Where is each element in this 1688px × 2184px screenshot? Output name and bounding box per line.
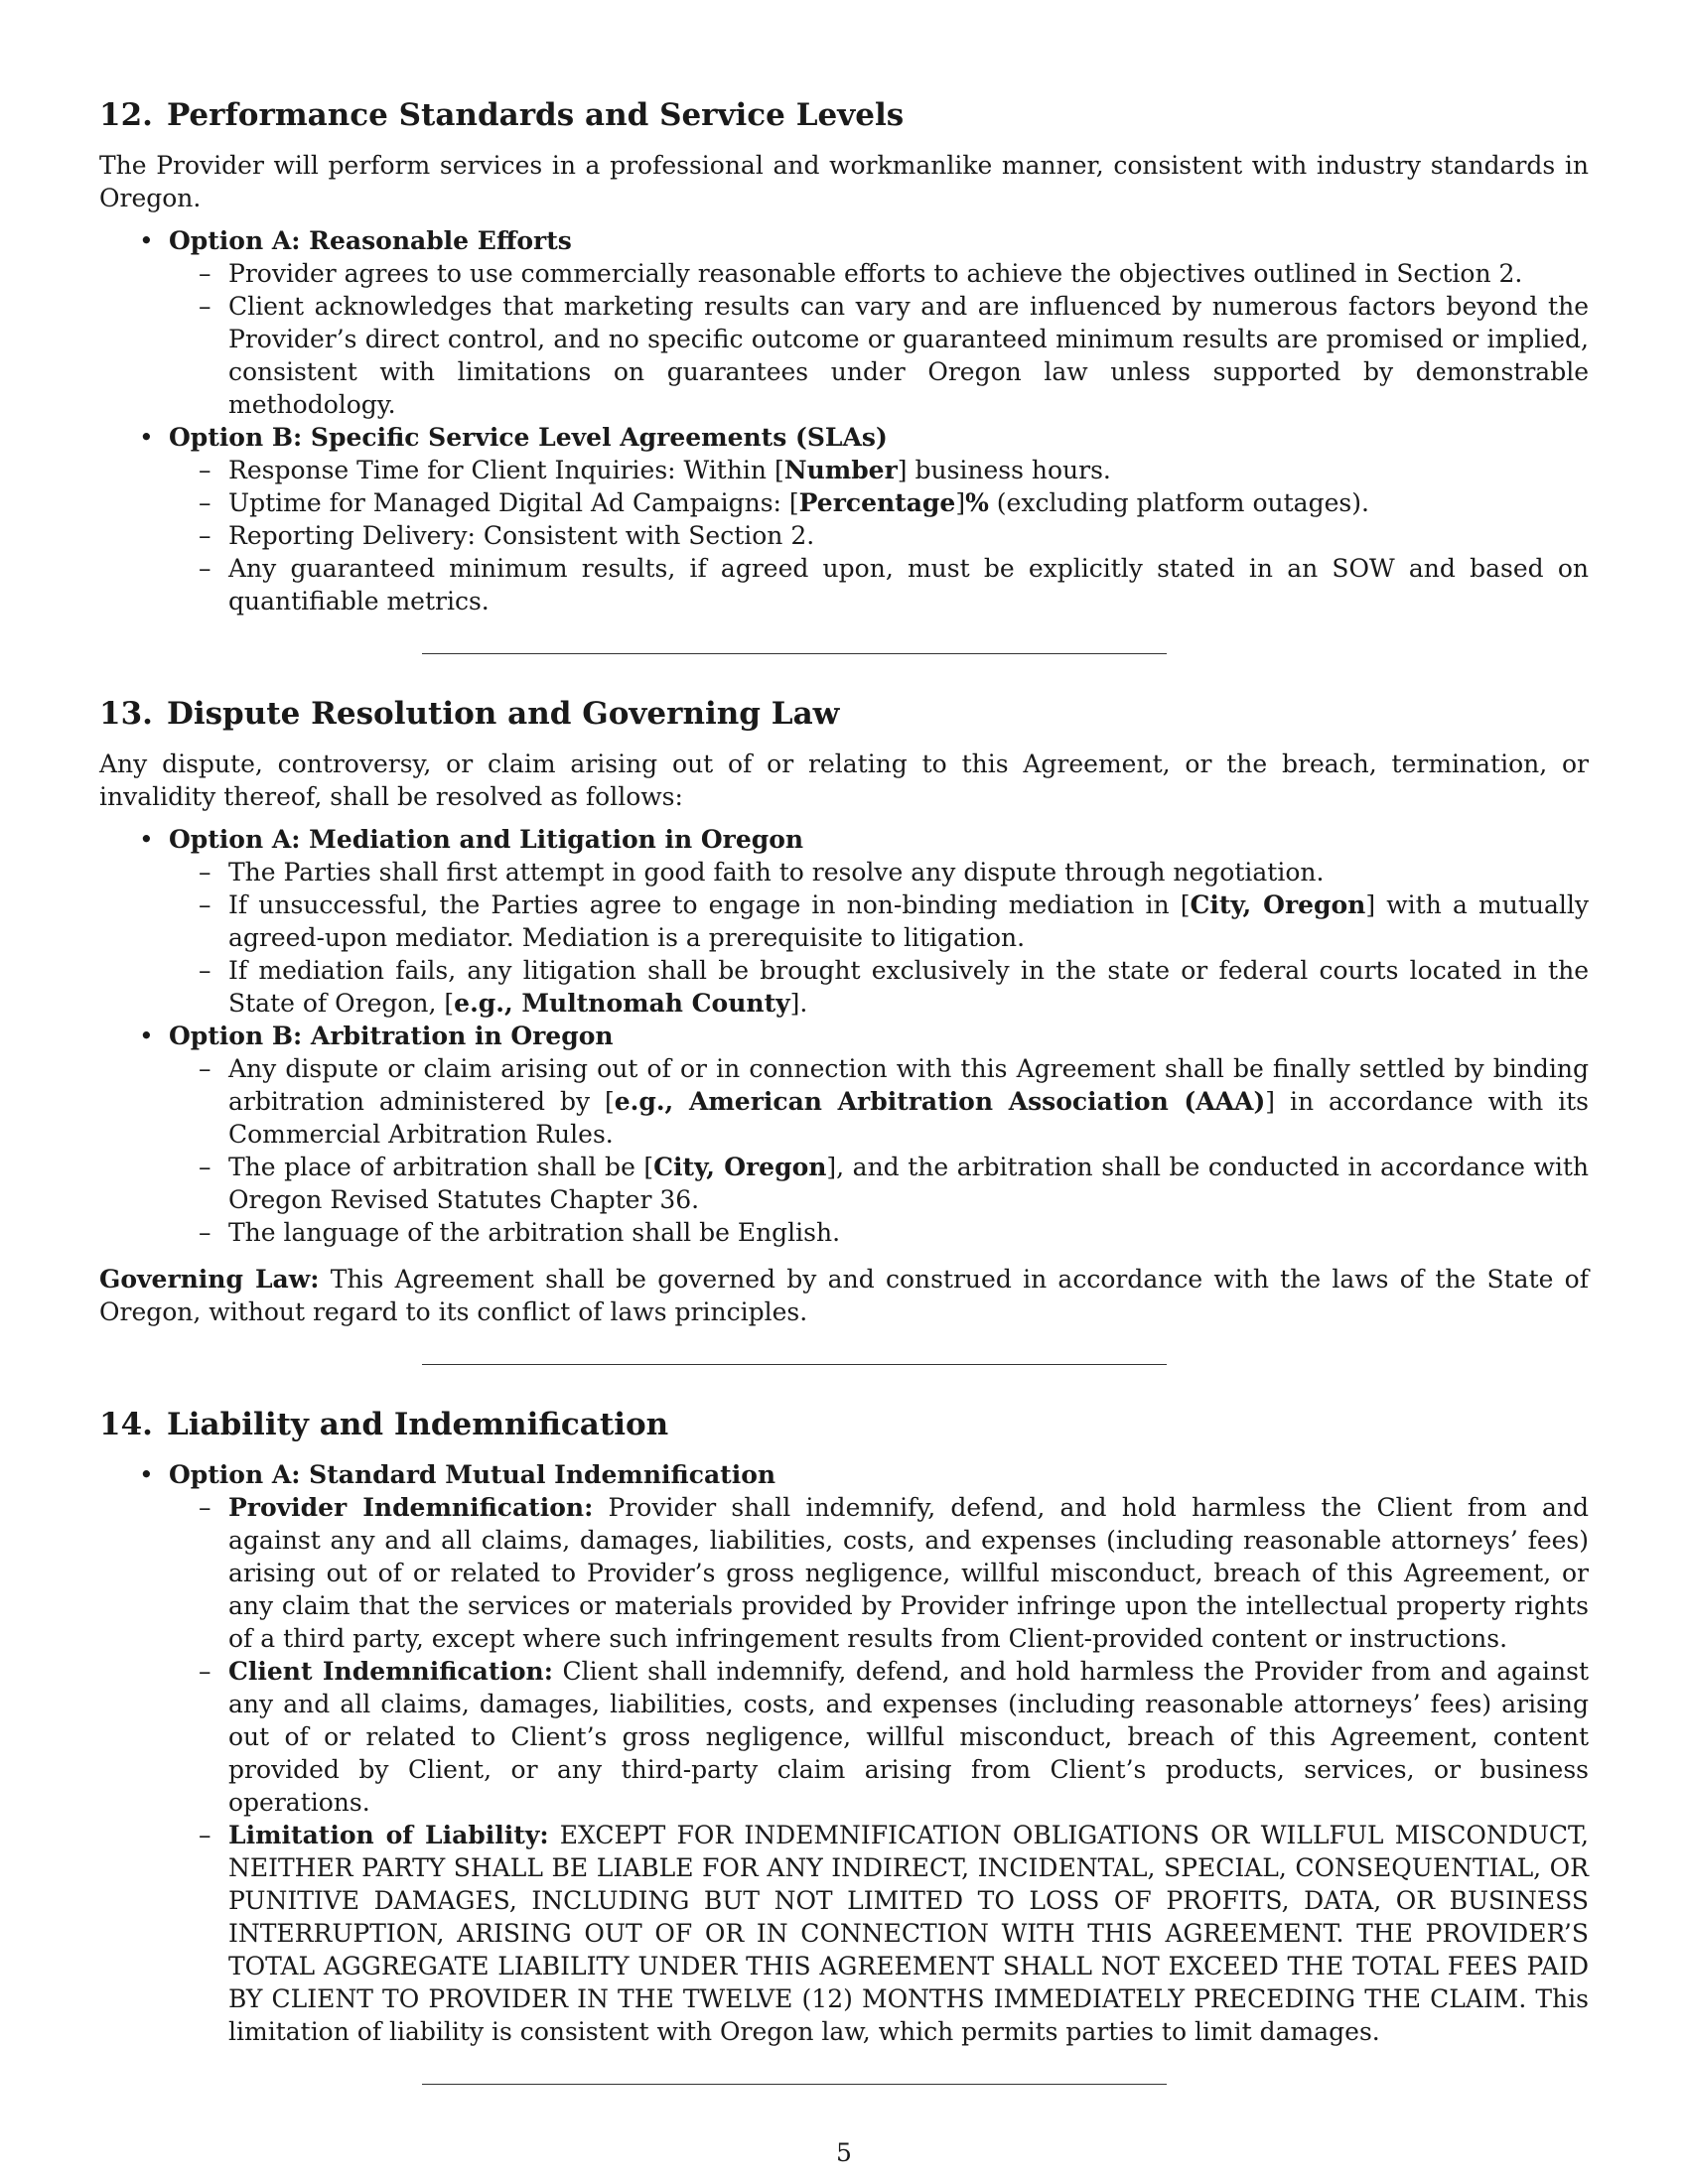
options-list — [99, 823, 1589, 1249]
text: ] with a mutually agreed-upon mediator. Mediation is a prerequisite to litigation. — [228, 890, 1590, 952]
text: Response Time for Client Inquiries: Within [ — [228, 456, 784, 484]
text: If unsuccessful, the Parties agree to engage in non-binding mediation in [ — [228, 890, 1191, 919]
option-title: • Option A: Standard Mutual Indemnification — [169, 1460, 776, 1489]
section-13 — [99, 694, 1589, 1328]
option-a — [99, 224, 1589, 421]
section-intro: The Provider will perform services in a professional and workmanlike manner, consistent with industry standards in Oregon. — [99, 151, 1589, 212]
list-item — [169, 454, 1589, 486]
option-title: • Option B: Specific Service Level Agreements (SLAs) — [169, 423, 888, 452]
text: The place of arbitration shall be [ — [228, 1153, 654, 1181]
text: EXCEPT FOR INDEMNIFICATION OBLIGATIONS OR WILLFUL MISCONDUCT, NEITHER PARTY SHALL BE LIABLE FOR ANY INDIRECT, INCIDENTAL, SPECIAL, CONSEQUENTIAL, OR PUNITIVE DAMAGES, INCLUDING BUT NOT LIMITED TO LOSS OF PROFITS, DATA, OR BUSINESS INTERRUPTION, ARISING OUT OF OR IN CONNECTION WITH THIS AGREEMENT. THE PROVIDER’S TOTAL AGGREGATE LIABILITY UNDER THIS AGREEMENT SHALL NOT EXCEED THE TOTAL FEES PAID BY CLIENT TO PROVIDER IN THE TWELVE (12) MONTHS IMMEDIATELY PRECEDING THE CLAIM. This limitation of liability is consistent with Oregon law, which permits parties to limit damages. — [228, 1821, 1589, 2046]
text: Uptime for Managed Digital Ad Campaigns: [ — [228, 488, 799, 517]
item-label: Provider Indemnification: — [228, 1493, 594, 1522]
section-intro: Any dispute, controversy, or claim arising out of or relating to this Agreement, or the breach, termination, or invalidity thereof, shall be resolved as follows: — [99, 750, 1589, 811]
option-items — [169, 856, 1589, 1020]
text: If mediation fails, any litigation shall be brought exclusively in the state or federal courts located in the State of Oregon, [ — [228, 956, 1589, 1018]
text: Any dispute or claim arising out of or in connection with this Agreement shall be finally settled by binding arbitration administered by [ — [228, 1054, 1589, 1116]
placeholder: Percentage — [798, 488, 956, 517]
item-label: Client Indemnification: — [228, 1657, 553, 1686]
placeholder: e.g., American Arbitration Association (AAA) — [614, 1087, 1266, 1116]
text: ]. — [789, 989, 808, 1018]
list-item: – Provider agrees to use commercially reasonable efforts to achieve the objectives outlined in Section 2. — [169, 257, 1589, 290]
option-items — [169, 257, 1589, 421]
page-number: 5 — [836, 2138, 852, 2167]
section-number: 13. — [99, 696, 153, 732]
option-title: • Option A: Reasonable Efforts — [169, 226, 572, 255]
list-item — [169, 954, 1589, 1020]
text: (excluding platform outages). — [988, 488, 1369, 517]
section-divider — [422, 2084, 1167, 2085]
list-item — [169, 1151, 1589, 1216]
section-divider — [422, 653, 1167, 654]
section-divider — [422, 1364, 1167, 1365]
percent-sign: % — [965, 488, 989, 517]
option-a — [99, 1458, 1589, 2048]
section-title: Performance Standards and Service Levels — [166, 97, 905, 133]
list-item: – Any guaranteed minimum results, if agreed upon, must be explicitly stated in an SOW and based on quantifiable metrics. — [169, 552, 1589, 617]
section-number: 14. — [99, 1407, 153, 1442]
list-item — [169, 1491, 1589, 1655]
governing-law-paragraph — [99, 1263, 1589, 1328]
section-heading — [99, 1405, 1589, 1444]
list-item: – The Parties shall first attempt in good faith to resolve any dispute through negotiation. — [169, 856, 1589, 888]
text: Client shall indemnify, defend, and hold harmless the Provider from and against any and all claims, damages, liabilities, costs, and expenses (including reasonable attorneys’ fees) arising out of or related to Client’s gross negligence, willful misconduct, breach of this Agreement, content provided by Client, or any third-party claim arising from Client’s products, services, or business operations. — [228, 1657, 1589, 1817]
item-label: Limitation of Liability: — [228, 1821, 549, 1849]
placeholder: City, Oregon — [653, 1153, 827, 1181]
section-12 — [99, 95, 1589, 617]
list-item — [169, 1052, 1589, 1151]
section-number: 12. — [99, 97, 153, 133]
option-items — [169, 454, 1589, 617]
option-items — [169, 1052, 1589, 1249]
text: ], and the arbitration shall be conducted in accordance with Oregon Revised Statutes Chapter 36. — [228, 1153, 1589, 1214]
section-14 — [99, 1405, 1589, 2048]
list-item — [169, 888, 1589, 954]
section-title: Liability and Indemnification — [166, 1407, 669, 1442]
section-title: Dispute Resolution and Governing Law — [166, 696, 840, 732]
section-heading — [99, 95, 1589, 135]
governing-law-label: Governing Law: — [99, 1265, 320, 1294]
option-a — [99, 823, 1589, 1020]
option-title: • Option B: Arbitration in Oregon — [169, 1022, 614, 1050]
placeholder: e.g., Multnomah County — [454, 989, 790, 1018]
list-item — [169, 1655, 1589, 1819]
options-list — [99, 224, 1589, 617]
section-heading — [99, 694, 1589, 734]
option-items — [169, 1491, 1589, 2048]
options-list — [99, 1458, 1589, 2048]
list-item — [169, 1819, 1589, 2048]
option-title: • Option A: Mediation and Litigation in Oregon — [169, 825, 804, 854]
list-item: – The language of the arbitration shall be English. — [169, 1216, 1589, 1249]
text: ] — [955, 488, 966, 517]
list-item: – Reporting Delivery: Consistent with Section 2. — [169, 519, 1589, 552]
document-page — [99, 95, 1589, 2124]
list-item: – Client acknowledges that marketing results can vary and are influenced by numerous factors beyond the Provider’s direct control, and no specific outcome or guaranteed minimum results are promised or implied, consistent with limitations on guarantees under Oregon law unless supported by demonstrable methodology. — [169, 290, 1589, 421]
text: ] business hours. — [897, 456, 1111, 484]
option-b — [99, 421, 1589, 617]
placeholder: Number — [783, 456, 898, 484]
governing-law-text: This Agreement shall be governed by and construed in accordance with the laws of the State of Oregon, without regard to its conflict of laws principles. — [99, 1265, 1589, 1326]
placeholder: City, Oregon — [1190, 890, 1366, 919]
text: ] in accordance with its Commercial Arbitration Rules. — [228, 1087, 1589, 1149]
text: Provider shall indemnify, defend, and hold harmless the Client from and against any and all claims, damages, liabilities, costs, and expenses (including reasonable attorneys’ fees) arising out of or related to Provider’s gross negligence, willful misconduct, breach of this Agreement, or any claim that the services or materials provided by Provider infringe upon the intellectual property rights of a third party, except where such infringement results from Client-provided content or instructions. — [228, 1493, 1589, 1653]
option-b — [99, 1020, 1589, 1249]
list-item — [169, 486, 1589, 519]
